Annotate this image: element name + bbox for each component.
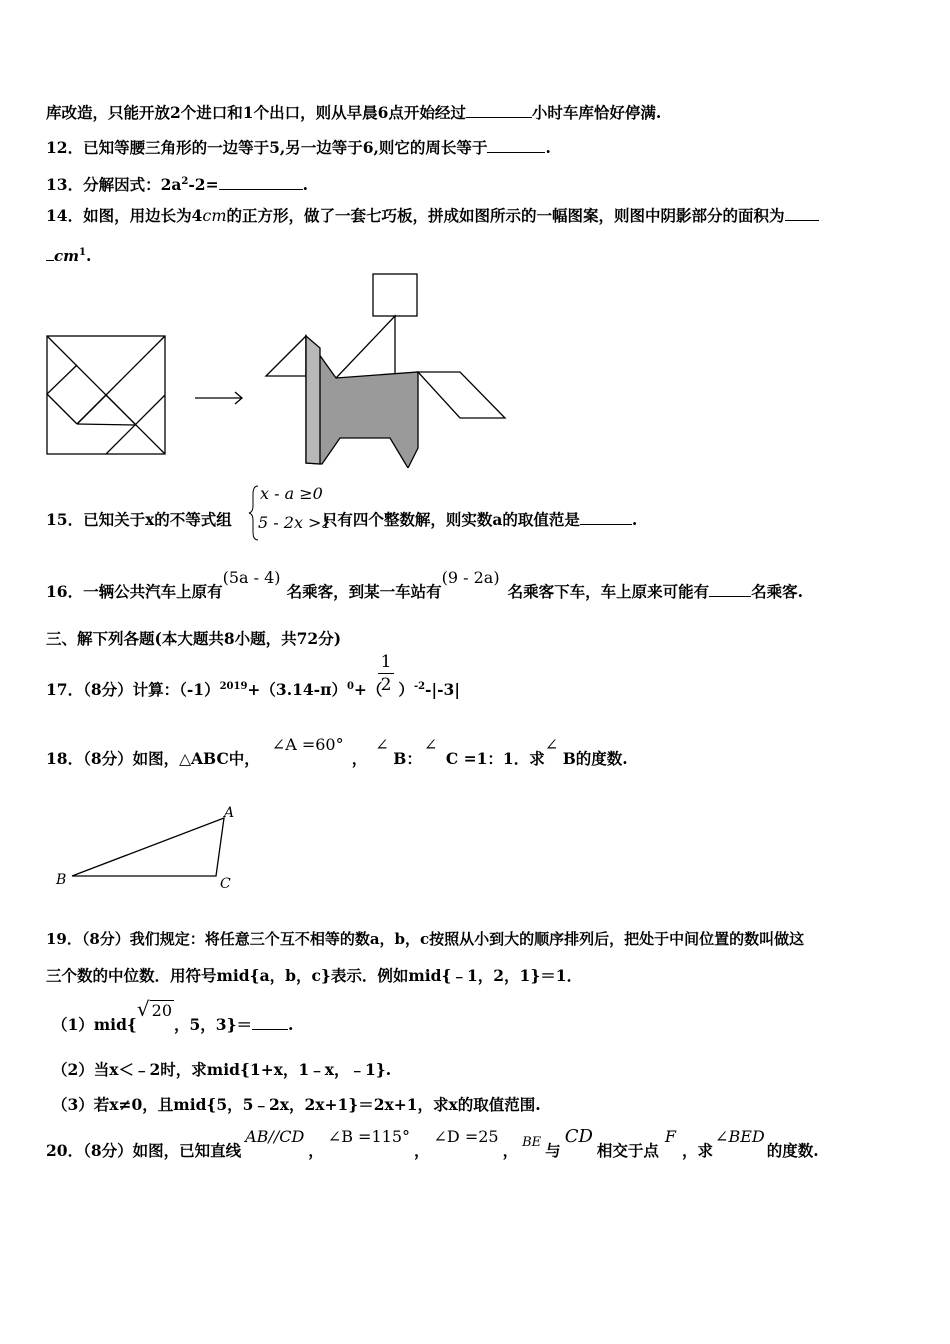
answer-blank: [487, 138, 545, 153]
question-19-line1: 19．（8分）我们规定：将任意三个互不相等的数a，b，c按照从小到大的顺序排列后，把处于中间位置的数叫做这: [46, 930, 805, 948]
sqrt-expression: √ 20: [136, 997, 172, 1021]
answer-blank: [466, 103, 532, 118]
triangle-abc-figure: [50, 800, 250, 895]
question-19-part1: （1）mid{√ 20，5，3}＝ .: [52, 997, 294, 1034]
question-17: 17．（8分）计算：$(-1)^{2019}+(3.14-\pi)^0+$（ ）$^{-2}$-|-3|: [46, 680, 460, 700]
question-14-line2: $cm^1$.: [46, 243, 91, 266]
label-a: A: [224, 805, 235, 821]
answer-blank: [219, 175, 303, 190]
fraction-one-half: 1 2: [378, 652, 394, 695]
question-19-line2: 三个数的中位数．用符号mid{a，b，c}表示．例如mid{﹣1，2，1}＝1．: [46, 966, 583, 985]
label-c: C: [220, 876, 231, 892]
sqrt-icon: √: [136, 997, 150, 1021]
question-15: 15．已知关于x的不等式组 只有四个整数解，则实数a的取值范是 .: [46, 510, 638, 529]
answer-blank: [580, 510, 632, 525]
tangram-figure: [40, 268, 520, 468]
answer-blank: [252, 1015, 288, 1030]
fraction-bar: [378, 673, 394, 674]
question-20: 20．（8分）如图，已知直线AB//CD，∠B =115°，∠D =25， BE 与CD相交于点F，求∠BED的度数.: [46, 1126, 819, 1160]
q11-line: 库改造，只能开放2个进口和1个出口，则从早晨6点开始经过 小时车库恰好停满.: [46, 103, 662, 122]
answer-blank: [709, 582, 751, 597]
question-14: 14．如图，用边长为4cm的正方形，做了一套七巧板，拼成如图所示的一幅图案，则图中阴影部分的面积为: [46, 206, 819, 226]
answer-blank: [785, 206, 819, 221]
label-b: B: [56, 872, 67, 888]
question-19-part2: （2）当x＜﹣2时，求mid{1+x，1﹣x，﹣1}.: [52, 1060, 392, 1079]
section-title: 三、解下列各题(本大题共8小题，共72分): [46, 629, 342, 648]
tangram-square: [47, 336, 165, 454]
question-13: 13．分解因式：$2a^2-2=$ .: [46, 175, 308, 195]
answer-blank: [46, 246, 54, 261]
question-16: 16．一辆公共汽车上原有(5a - 4)名乘客，到某一车站有(9 - 2a)名乘客下车，车上原来可能有 名乘客.: [46, 568, 804, 601]
question-12: 12．已知等腰三角形的一边等于5,另一边等于6,则它的周长等于 .: [46, 138, 551, 157]
question-19-part3: （3）若x≠0，且mid{5，5﹣2x，2x+1}＝2x+1，求x的取值范围.: [52, 1095, 541, 1114]
arrow-icon: [195, 392, 242, 404]
question-18: 18．（8分）如图，△ABC中，∠A =60°，∠B：∠C =1：1．求∠B的度数.: [46, 735, 628, 768]
tangram-animal: [266, 274, 505, 468]
